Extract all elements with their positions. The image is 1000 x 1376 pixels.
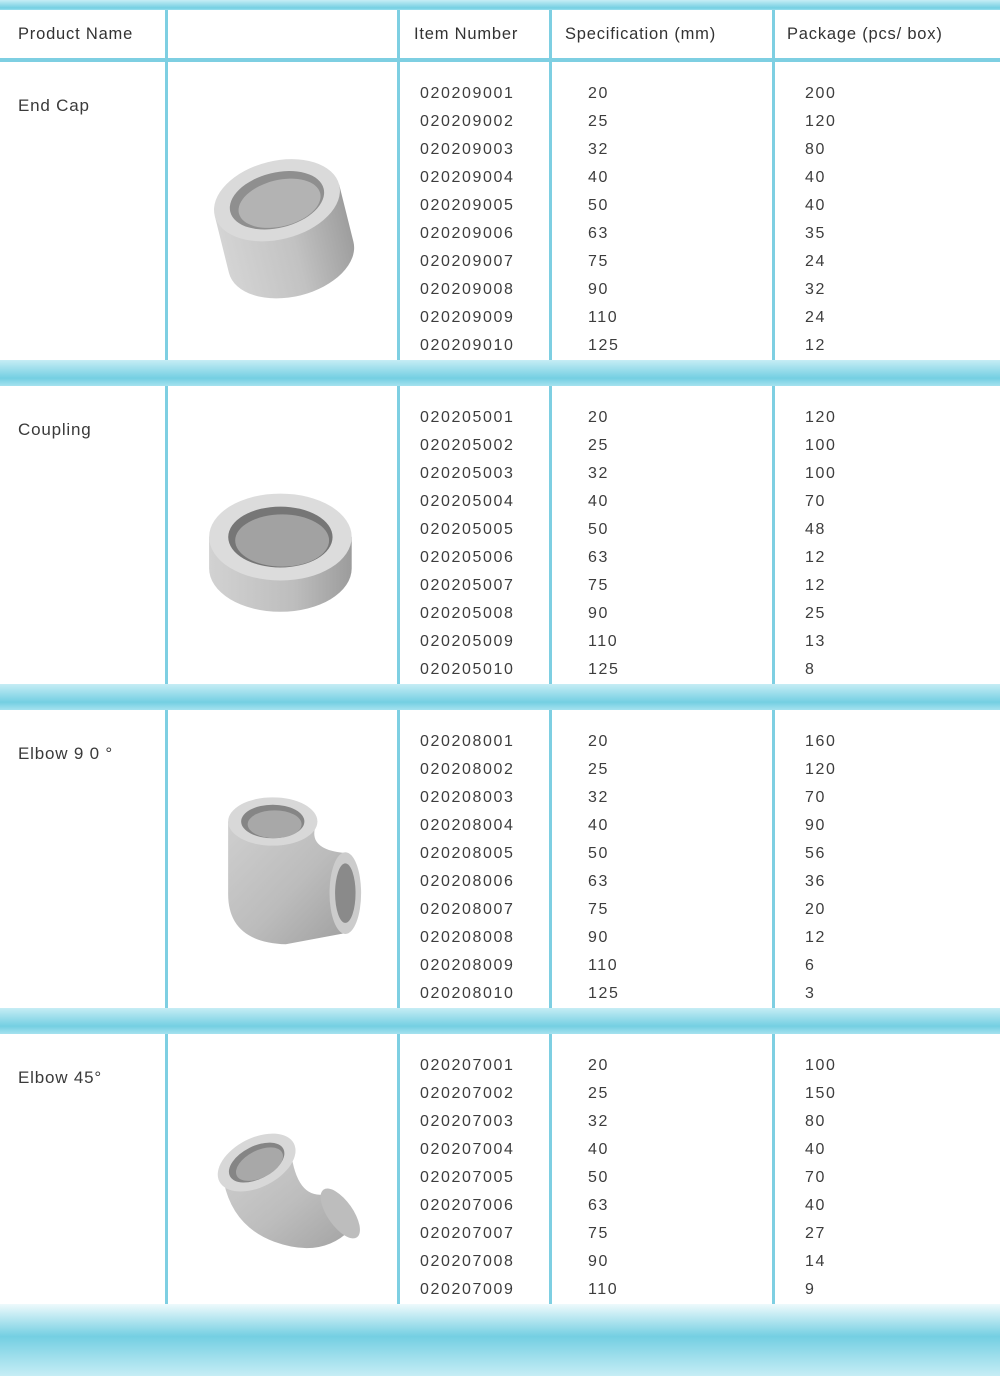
specification-value: 40 xyxy=(588,169,609,186)
item-number: 020209006 xyxy=(420,225,515,242)
specification-value: 75 xyxy=(588,253,609,270)
specification-value: 25 xyxy=(588,761,609,778)
item-number: 020207005 xyxy=(420,1169,515,1186)
elbow-90-image xyxy=(185,775,381,961)
header-specification: Specification (mm) xyxy=(552,10,775,58)
specification-value: 25 xyxy=(588,1085,609,1102)
package-count: 120 xyxy=(805,113,837,130)
package-count: 13 xyxy=(805,633,826,650)
package-count: 40 xyxy=(805,1197,826,1214)
package-count: 32 xyxy=(805,281,826,298)
specification-value: 32 xyxy=(588,1113,609,1130)
specification-value: 90 xyxy=(588,1253,609,1270)
package-count: 3 xyxy=(805,985,816,1002)
specification-value: 110 xyxy=(588,957,619,974)
package-count: 80 xyxy=(805,1113,826,1130)
package-count: 35 xyxy=(805,225,826,242)
package-count: 80 xyxy=(805,141,826,158)
specification-value: 20 xyxy=(588,1057,609,1074)
item-number: 020208001 xyxy=(420,733,515,750)
package-count: 20 xyxy=(805,901,826,918)
package-count: 14 xyxy=(805,1253,826,1270)
product-section-end-cap xyxy=(0,62,1000,360)
specification-value: 40 xyxy=(588,817,609,834)
section-divider-band xyxy=(0,1008,1000,1034)
item-number: 020208010 xyxy=(420,985,515,1002)
specification-value: 63 xyxy=(588,873,609,890)
item-number: 020208006 xyxy=(420,873,515,890)
package-count: 70 xyxy=(805,493,826,510)
header-image-column xyxy=(168,10,400,58)
package-count: 100 xyxy=(805,437,837,454)
item-number: 020209008 xyxy=(420,281,515,298)
package-count: 120 xyxy=(805,761,837,778)
item-number: 020207009 xyxy=(420,1281,515,1298)
item-number-column xyxy=(400,386,552,684)
package-column xyxy=(775,710,1000,1008)
specification-value: 75 xyxy=(588,577,609,594)
item-number-column xyxy=(400,62,552,360)
item-number-column xyxy=(400,710,552,1008)
package-count: 70 xyxy=(805,789,826,806)
specification-value: 63 xyxy=(588,549,609,566)
package-count: 200 xyxy=(805,85,837,102)
item-number: 020209002 xyxy=(420,113,515,130)
specification-value: 40 xyxy=(588,493,609,510)
product-section-elbow-45 xyxy=(0,1034,1000,1304)
package-column xyxy=(775,1034,1000,1304)
specification-value: 25 xyxy=(588,113,609,130)
elbow-45-image xyxy=(183,1089,383,1267)
item-number: 020208008 xyxy=(420,929,515,946)
item-number: 020205008 xyxy=(420,605,515,622)
item-number: 020209003 xyxy=(420,141,515,158)
item-number: 020205009 xyxy=(420,633,515,650)
specification-value: 125 xyxy=(588,985,620,1002)
item-number-column xyxy=(400,1034,552,1304)
specification-value: 40 xyxy=(588,1141,609,1158)
item-number: 020209001 xyxy=(420,85,515,102)
specification-value: 110 xyxy=(588,1281,619,1298)
specification-column xyxy=(552,710,775,1008)
specification-value: 32 xyxy=(588,141,609,158)
section-divider-band xyxy=(0,684,1000,710)
section-divider-band xyxy=(0,360,1000,386)
item-number: 020208007 xyxy=(420,901,515,918)
package-count: 160 xyxy=(805,733,837,750)
package-count: 27 xyxy=(805,1225,826,1242)
package-count: 12 xyxy=(805,549,826,566)
product-section-elbow-90 xyxy=(0,710,1000,1008)
item-number: 020207006 xyxy=(420,1197,515,1214)
specification-column xyxy=(552,386,775,684)
item-number: 020207008 xyxy=(420,1253,515,1270)
item-number: 020205003 xyxy=(420,465,515,482)
package-count: 12 xyxy=(805,929,826,946)
package-count: 40 xyxy=(805,197,826,214)
package-count: 120 xyxy=(805,409,837,426)
item-number: 020209005 xyxy=(420,197,515,214)
item-number: 020207001 xyxy=(420,1057,515,1074)
header-package: Package (pcs/ box) xyxy=(787,24,943,43)
product-image-end-cap xyxy=(185,130,381,310)
specification-value: 63 xyxy=(588,1197,609,1214)
specification-value: 110 xyxy=(588,633,619,650)
item-number: 020209004 xyxy=(420,169,515,186)
coupling-image xyxy=(183,464,383,624)
specification-value: 63 xyxy=(588,225,609,242)
package-count: 12 xyxy=(805,337,826,354)
item-number: 020209010 xyxy=(420,337,515,354)
specification-value: 90 xyxy=(588,605,609,622)
item-number: 020205006 xyxy=(420,549,515,566)
item-number: 020207003 xyxy=(420,1113,515,1130)
specification-column xyxy=(552,1034,775,1304)
package-count: 25 xyxy=(805,605,826,622)
item-number: 020208005 xyxy=(420,845,515,862)
package-count: 56 xyxy=(805,845,826,862)
specification-value: 125 xyxy=(588,661,620,678)
product-name: Coupling xyxy=(18,420,92,439)
item-number: 020208002 xyxy=(420,761,515,778)
header-product-name: Product Name xyxy=(0,10,168,58)
specification-value: 50 xyxy=(588,197,609,214)
item-number: 020208003 xyxy=(420,789,515,806)
item-number: 020205004 xyxy=(420,493,515,510)
item-number: 020209007 xyxy=(420,253,515,270)
bottom-border-band xyxy=(0,1304,1000,1376)
package-count: 48 xyxy=(805,521,826,538)
specification-value: 25 xyxy=(588,437,609,454)
item-number: 020205001 xyxy=(420,409,515,426)
specification-value: 50 xyxy=(588,1169,609,1186)
item-number: 020209009 xyxy=(420,309,515,326)
item-number: 020205007 xyxy=(420,577,515,594)
end-cap-image xyxy=(185,130,381,310)
specification-value: 90 xyxy=(588,281,609,298)
specification-value: 50 xyxy=(588,521,609,538)
package-column xyxy=(775,62,1000,360)
package-count: 12 xyxy=(805,577,826,594)
product-name: Elbow 9 0 ° xyxy=(18,744,113,763)
specification-column xyxy=(552,62,775,360)
specification-value: 32 xyxy=(588,789,609,806)
package-count: 150 xyxy=(805,1085,837,1102)
package-count: 24 xyxy=(805,309,826,326)
package-count: 8 xyxy=(805,661,816,678)
specification-value: 50 xyxy=(588,845,609,862)
table-header-row xyxy=(0,10,1000,62)
item-number: 020207007 xyxy=(420,1225,515,1242)
package-count: 6 xyxy=(805,957,816,974)
package-column xyxy=(775,386,1000,684)
product-name: Elbow 45° xyxy=(18,1068,102,1087)
package-count: 9 xyxy=(805,1281,816,1298)
specification-value: 110 xyxy=(588,309,619,326)
header-item-number: Item Number xyxy=(400,10,552,58)
package-count: 100 xyxy=(805,1057,837,1074)
top-border-band xyxy=(0,0,1000,10)
package-count: 40 xyxy=(805,1141,826,1158)
specification-value: 20 xyxy=(588,733,609,750)
specification-value: 125 xyxy=(588,337,620,354)
specification-value: 75 xyxy=(588,1225,609,1242)
item-number: 020205005 xyxy=(420,521,515,538)
package-count: 100 xyxy=(805,465,837,482)
table-body xyxy=(0,62,1000,1304)
package-count: 40 xyxy=(805,169,826,186)
product-image-elbow-45 xyxy=(183,1089,383,1267)
package-count: 70 xyxy=(805,1169,826,1186)
specification-value: 90 xyxy=(588,929,609,946)
item-number: 020205010 xyxy=(420,661,515,678)
specification-value: 75 xyxy=(588,901,609,918)
item-number: 020207004 xyxy=(420,1141,515,1158)
item-number: 020208009 xyxy=(420,957,515,974)
product-image-coupling xyxy=(183,464,383,624)
product-section-coupling xyxy=(0,386,1000,684)
specification-value: 32 xyxy=(588,465,609,482)
specification-value: 20 xyxy=(588,409,609,426)
product-image-elbow-90 xyxy=(185,775,381,961)
item-number: 020207002 xyxy=(420,1085,515,1102)
package-count: 24 xyxy=(805,253,826,270)
package-count: 90 xyxy=(805,817,826,834)
package-count: 36 xyxy=(805,873,826,890)
item-number: 020205002 xyxy=(420,437,515,454)
item-number: 020208004 xyxy=(420,817,515,834)
specification-value: 20 xyxy=(588,85,609,102)
product-name: End Cap xyxy=(18,96,90,115)
